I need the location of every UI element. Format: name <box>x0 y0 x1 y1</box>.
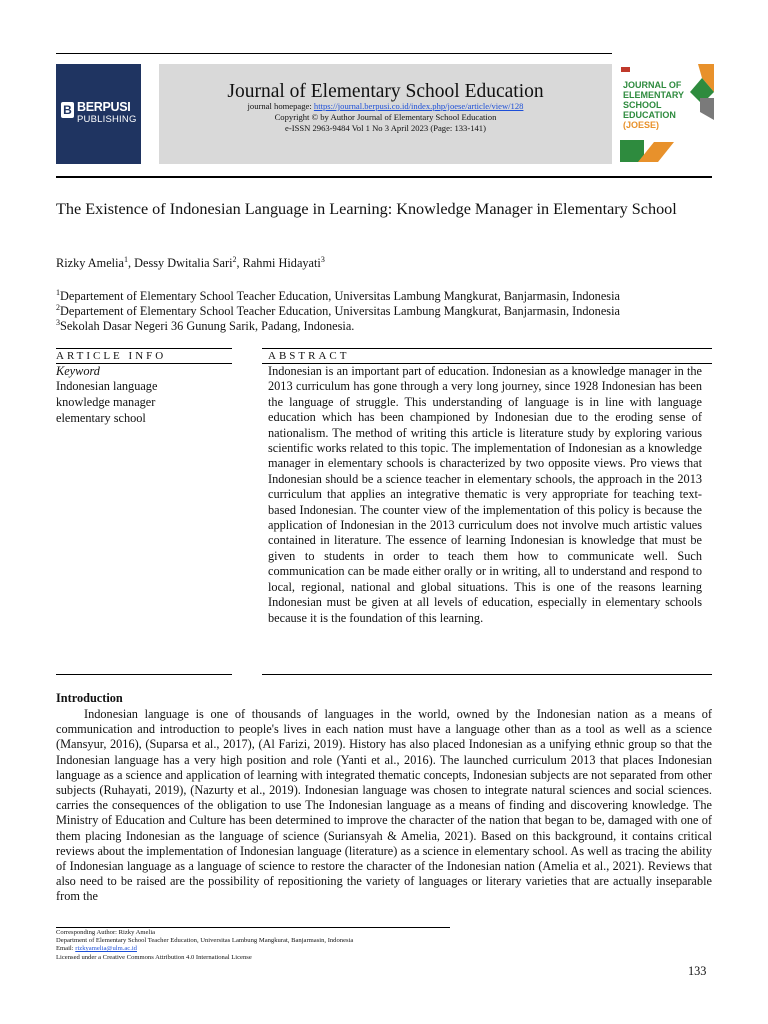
logo-line-5: (JOESE) <box>623 120 660 130</box>
footnote-corresponding: Corresponding Author: Rizky Amelia <box>56 929 156 936</box>
journal-homepage <box>159 101 612 112</box>
email-label: Email: <box>56 945 74 952</box>
logo-shapes-icon <box>618 64 714 164</box>
author-name: Rahmi Hidayati <box>242 256 321 270</box>
joese-logo <box>618 64 714 164</box>
paper-title: The Existence of Indonesian Language in Learning: Knowledge Manager in Elementary School <box>56 200 677 218</box>
homepage-label: journal homepage: <box>247 101 312 111</box>
affiliation <box>56 304 620 318</box>
affiliation-text: Departement of Elementary School Teacher Education, Universitas Lambung Mangkurat, Banjarmasin, Indonesia <box>60 289 620 303</box>
page-number: 133 <box>688 964 707 978</box>
keyword-item: Indonesian language <box>56 379 158 393</box>
affiliation-text: Sekolah Dasar Negeri 36 Gunung Sarik, Padang, Indonesia. <box>60 319 355 333</box>
author-list: Rizky Amelia$^1$, Dessy Dwitalia Sari$^2$, Rahmi Hidayati$^3$ <box>56 254 325 270</box>
affiliation-sup: 2 <box>56 302 60 312</box>
abstract-top-rule <box>262 348 712 349</box>
email-link[interactable]: rizkyamelia@ulm.ac.id <box>75 945 137 952</box>
logo-line-2: ELEMENTARY <box>623 90 685 100</box>
journal-title: Journal of Elementary School Education <box>227 81 544 102</box>
article-info-bottom-rule <box>56 674 232 675</box>
header-bottom-rule <box>56 176 712 178</box>
publisher-mark-icon: B <box>61 102 74 118</box>
journal-header <box>159 64 612 164</box>
publisher-subname: PUBLISHING <box>77 114 137 125</box>
logo-line-3: SCHOOL <box>623 100 662 110</box>
affiliation <box>56 319 354 333</box>
abstract-bottom-rule <box>262 674 712 675</box>
author-name: Dessy Dwitalia Sari <box>134 256 233 270</box>
logo-line-4: EDUCATION <box>623 110 676 120</box>
header-top-rule <box>56 53 612 54</box>
affiliation-text: Departement of Elementary School Teacher Education, Universitas Lambung Mangkurat, Banjarmasin, Indonesia <box>60 304 620 318</box>
logo-line-1: JOURNAL OF <box>623 80 682 90</box>
author-sup: 3 <box>320 254 325 264</box>
abstract-heading: ABSTRACT <box>268 350 350 362</box>
article-info-heading: ARTICLE INFO <box>56 350 167 362</box>
author-sup: 2 <box>232 254 237 264</box>
affiliation-sup: 1 <box>56 287 60 297</box>
introduction-body: Indonesian language is one of thousands of languages in the world, owned by the Indonesian nation as a means of communication and introduction to people's lives in each nation must have a language other than as a tool as well as a science (Mansyur, 2016), (Suparsa et al., 2017), (Al Farizi, 2019). History has also placed Indonesian as a unifying ethnic group so that the Indonesian language has a very high position and role (Yanti et al., 2016). The launched curriculum 2013 that places Indonesian language as a science and application of learning with integrated thematic concepts, Indonesian subjects are not separated from other subjects (Ruhayati, 2019), (Nazurty et al., 2019). Indonesian language was chosen to integrate natural sciences and social sciences. carries the consequences of the obligation to use The Indonesian language as a means of finding and discovering knowledge. The Ministry of Education and Culture has been determined to improve the character of the nation that began to be, damaged with one of them placing Indonesian as the language of science (Suriansyah & Amelia, 2021). Based on this background, it contains critical reviews about the implementation of Indonesian language (literature) as a science in elementary school. As well as tracing the ability of Indonesian language as a language of science to restore the character of the Indonesian nation (Amelia et al., 2021). Reviews that also need to be raised are the possibility of repositioning the variety of languages or literary varieties that are actually inseparable from the <box>56 707 712 904</box>
affiliation <box>56 289 620 303</box>
keyword-item: knowledge manager <box>56 395 156 409</box>
publisher-name: BERPUSI <box>77 100 131 114</box>
issn-line: e-ISSN 2963-9484 Vol 1 No 3 April 2023 (Page: 133-141) <box>285 123 486 133</box>
keyword-item: elementary school <box>56 411 146 425</box>
footnote-email <box>56 945 137 953</box>
footnote-rule <box>56 927 450 928</box>
article-info-top-rule <box>56 348 232 349</box>
footnote-license: Licensed under a Creative Commons Attribution 4.0 International License <box>56 954 252 961</box>
copyright-line: Copyright © by Author Journal of Elementary School Education <box>274 112 497 122</box>
abstract-body: Indonesian is an important part of education. Indonesian as a knowledge manager in the 2013 curriculum has gone through a very long journey, since 1928 Indonesian has been the language of struggle. This understanding of language is in line with language education which has been championed by Indonesian due to the eroding sense of nationalism. The method of writing this article is literature study by exploring various scientific works related to this topic. The implementation of Indonesian as a knowledge manager in elementary schools is characterized by two opposite views. Pro views that Indonesian should be a science teacher in elementary schools, the approach in the 2013 curriculum that applies an integrative thematic is very appropriate for teaching text-based Indonesian. The counter view of the implementation of this policy is because the application of Indonesian in the 2013 curriculum does not involve much artistic values contained in literature. The essence of learning Indonesian is knowledge that must be given to students in order to teach them how to communicate well. Such communication can be made either orally or in writing, all to understand and respond to local, regional, national and global situations. This is one of the reasons learning Indonesian must be given at all levels of education, especially in elementary schools because it is the foundation of this learning. <box>268 364 702 625</box>
author-sup: 1 <box>123 254 128 264</box>
section-heading-introduction: Introduction <box>56 691 123 705</box>
affiliation-sup: 3 <box>56 317 60 327</box>
keyword-label: Keyword <box>56 364 100 378</box>
author-name: Rizky Amelia <box>56 256 124 270</box>
footnote-department: Department of Elementary School Teacher Education, Universitas Lambung Mangkurat, Banjarmasin, Indonesia <box>56 937 354 944</box>
publisher-logo <box>56 64 141 164</box>
homepage-link[interactable]: https://journal.berpusi.co.id/index.php/joese/article/view/128 <box>313 101 524 111</box>
